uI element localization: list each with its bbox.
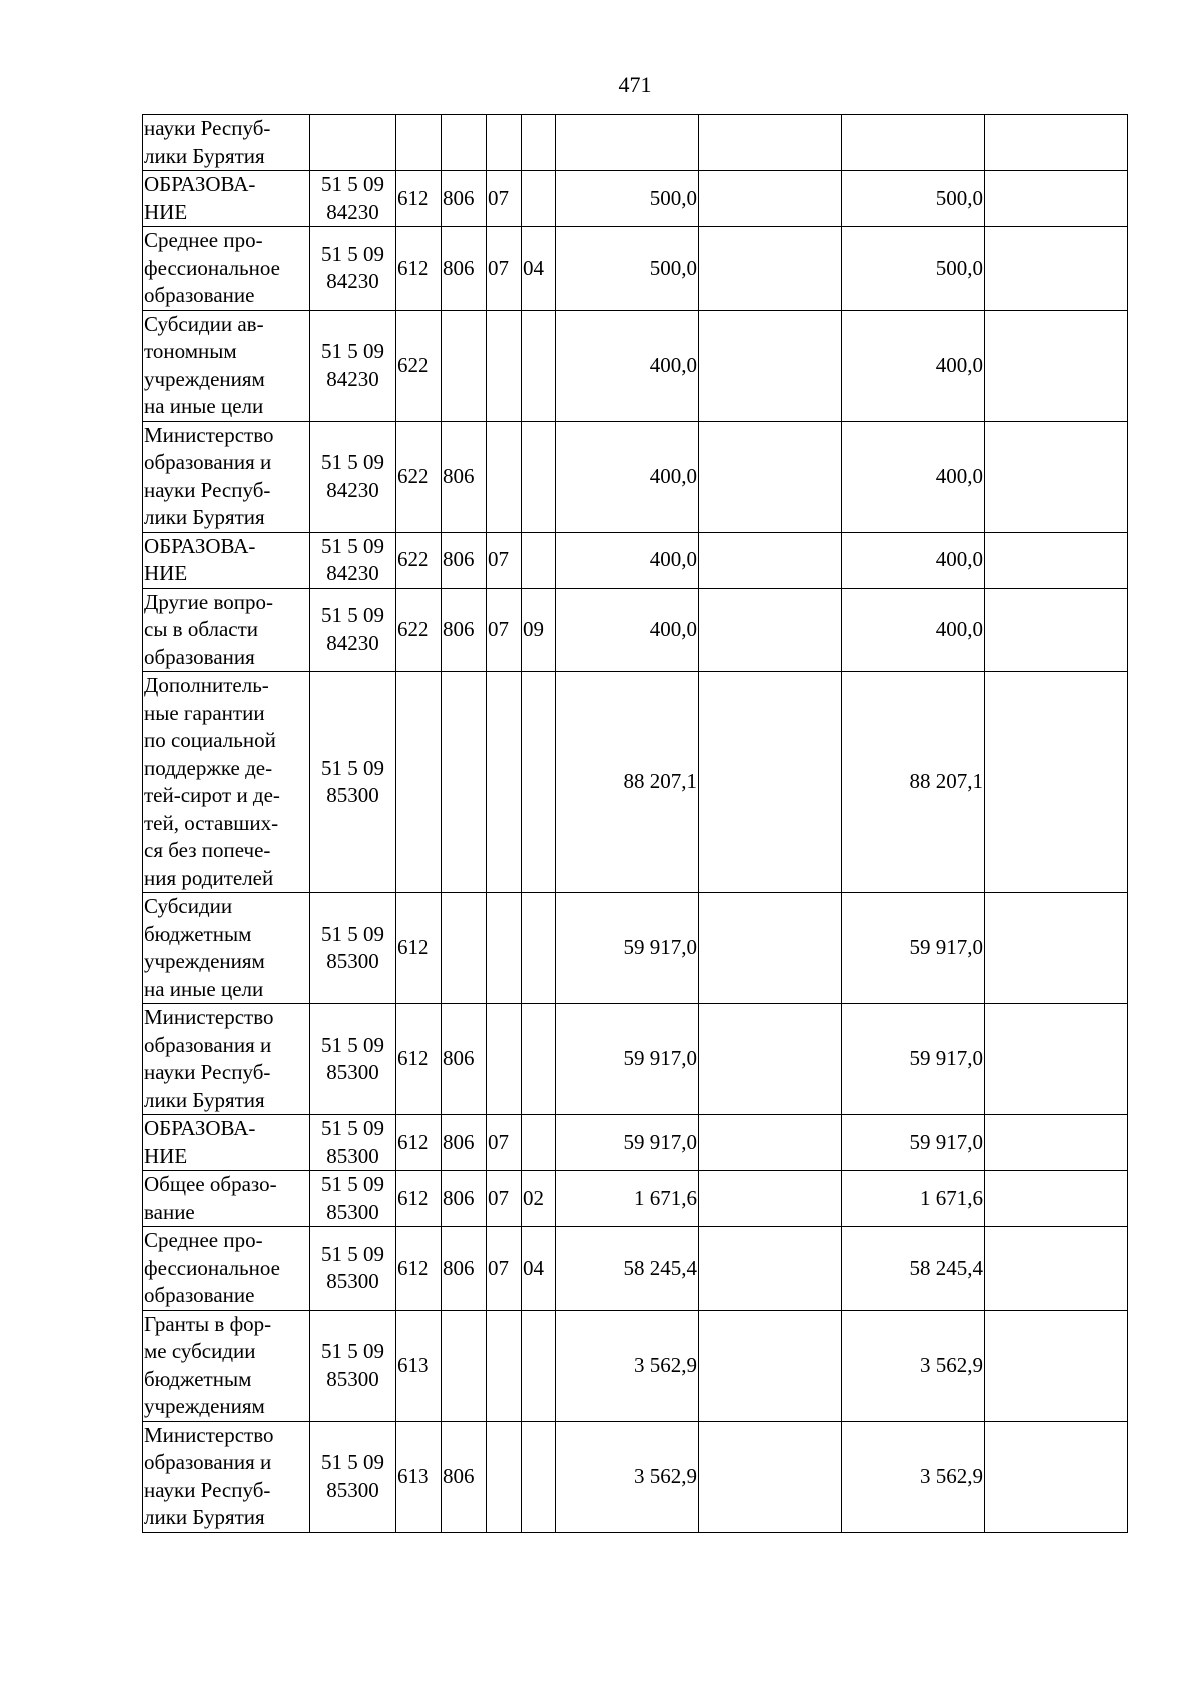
target-article-line: 51 5 09	[321, 755, 384, 780]
target-article-line: 51 5 09	[321, 921, 384, 946]
row-name-line: образования и	[144, 450, 272, 474]
amount-total-cell: 400,0	[556, 532, 699, 588]
amount-column-3-cell: 88 207,1	[842, 672, 985, 893]
amount-column-2-cell	[699, 588, 842, 672]
amount-column-2-cell	[699, 1115, 842, 1171]
page-number: 471	[618, 72, 652, 97]
row-name-line: образования и	[144, 1450, 272, 1474]
row-name-line: на иные цели	[144, 976, 264, 1001]
ministry-code-cell: 806	[442, 1004, 487, 1115]
row-name-line: фессиональное	[144, 1255, 280, 1280]
target-article-line: 51 5 09	[321, 241, 384, 266]
amount-column-4-cell	[985, 672, 1128, 893]
target-article-cell	[310, 1115, 396, 1171]
row-name-line: ся без попече-	[144, 838, 271, 862]
ministry-code-cell: 806	[442, 421, 487, 532]
amount-column-4-cell	[985, 115, 1128, 171]
expense-type-cell: 622	[396, 588, 442, 672]
amount-total-cell: 1 671,6	[556, 1171, 699, 1227]
row-name-line: науки Респуб-	[144, 116, 271, 140]
amount-column-2-cell	[699, 1421, 842, 1532]
ministry-code-cell: 806	[442, 1115, 487, 1171]
amount-column-4-cell	[985, 1421, 1128, 1532]
subsection-cell: 02	[522, 1171, 556, 1227]
section-cell: 07	[487, 1115, 522, 1171]
row-name-line: учреждениям	[144, 366, 265, 391]
table-row	[143, 171, 1128, 227]
amount-column-4-cell	[985, 893, 1128, 1004]
row-name-line: науки Респуб-	[144, 1060, 271, 1084]
target-article-line: 51 5 09	[321, 1116, 384, 1140]
row-name-line: лики Бурятия	[144, 143, 265, 168]
row-name-line: Министерство	[144, 1005, 274, 1029]
table-row	[143, 421, 1128, 532]
row-name-line: лики Бурятия	[144, 1087, 265, 1112]
section-cell	[487, 893, 522, 1004]
row-name-line: бюджетным	[144, 1366, 252, 1391]
amount-column-4-cell	[985, 532, 1128, 588]
ministry-code-cell: 806	[442, 1421, 487, 1532]
target-article-line: 51 5 09	[321, 450, 384, 474]
amount-column-4-cell	[985, 310, 1128, 421]
table-row	[143, 227, 1128, 311]
target-article-line: 84230	[326, 199, 379, 224]
row-name-line: образование	[144, 283, 255, 307]
amount-total-cell: 500,0	[556, 171, 699, 227]
target-article-line: 85300	[326, 949, 379, 973]
amount-column-2-cell	[699, 227, 842, 311]
row-name-line: Субсидии ав-	[144, 311, 264, 336]
amount-column-2-cell	[699, 532, 842, 588]
ministry-code-cell	[442, 1310, 487, 1421]
ministry-code-cell: 806	[442, 1227, 487, 1311]
row-name-line: Субсидии	[144, 894, 233, 918]
amount-total-cell: 59 917,0	[556, 1004, 699, 1115]
row-name-line: бюджетным	[144, 921, 252, 946]
table-row	[143, 672, 1128, 893]
subsection-cell: 09	[522, 588, 556, 672]
row-name-line: НИЕ	[144, 561, 188, 585]
amount-column-4-cell	[985, 1115, 1128, 1171]
target-article-cell	[310, 672, 396, 893]
row-name-cell	[143, 1421, 310, 1532]
table-row	[143, 1115, 1128, 1171]
amount-column-3-cell: 58 245,4	[842, 1227, 985, 1311]
row-name-cell	[143, 1171, 310, 1227]
amount-column-2-cell	[699, 171, 842, 227]
row-name-cell	[143, 1004, 310, 1115]
amount-total-cell: 88 207,1	[556, 672, 699, 893]
target-article-line: 51 5 09	[321, 172, 384, 196]
section-cell: 07	[487, 588, 522, 672]
amount-column-2-cell	[699, 672, 842, 893]
expense-type-cell: 612	[396, 1171, 442, 1227]
amount-column-2-cell	[699, 1227, 842, 1311]
amount-total-cell: 400,0	[556, 421, 699, 532]
amount-column-2-cell	[699, 1310, 842, 1421]
amount-column-3-cell: 500,0	[842, 171, 985, 227]
subsection-cell	[522, 310, 556, 421]
target-article-cell	[310, 421, 396, 532]
ministry-code-cell: 806	[442, 171, 487, 227]
target-article-line: 51 5 09	[321, 533, 384, 558]
row-name-line: ОБРАЗОВА-	[144, 1116, 256, 1140]
subsection-cell	[522, 893, 556, 1004]
expense-type-cell: 612	[396, 227, 442, 311]
amount-total-cell: 58 245,4	[556, 1227, 699, 1311]
ministry-code-cell: 806	[442, 588, 487, 672]
expense-type-cell: 622	[396, 310, 442, 421]
ministry-code-cell: 806	[442, 1171, 487, 1227]
amount-column-4-cell	[985, 588, 1128, 672]
amount-total-cell: 3 562,9	[556, 1310, 699, 1421]
amount-column-3-cell	[842, 115, 985, 171]
table-row	[143, 1004, 1128, 1115]
target-article-line: 51 5 09	[321, 1339, 384, 1363]
amount-column-3-cell: 59 917,0	[842, 1115, 985, 1171]
amount-column-4-cell	[985, 1004, 1128, 1115]
target-article-line: 51 5 09	[321, 1450, 384, 1474]
amount-column-3-cell: 400,0	[842, 532, 985, 588]
table-row	[143, 1310, 1128, 1421]
target-article-line: 85300	[326, 1269, 379, 1294]
table-row	[143, 588, 1128, 672]
amount-total-cell: 59 917,0	[556, 1115, 699, 1171]
amount-column-3-cell: 59 917,0	[842, 893, 985, 1004]
amount-column-4-cell	[985, 1171, 1128, 1227]
target-article-cell	[310, 227, 396, 311]
amount-column-3-cell: 500,0	[842, 227, 985, 311]
amount-column-4-cell	[985, 1310, 1128, 1421]
section-cell	[487, 310, 522, 421]
row-name-line: лики Бурятия	[144, 1505, 265, 1529]
ministry-code-cell	[442, 893, 487, 1004]
subsection-cell: 04	[522, 1227, 556, 1311]
amount-column-4-cell	[985, 227, 1128, 311]
target-article-line: 84230	[326, 269, 379, 294]
subsection-cell	[522, 1115, 556, 1171]
row-name-cell	[143, 893, 310, 1004]
row-name-line: Гранты в фор-	[144, 1311, 272, 1336]
target-article-line: 85300	[326, 1366, 379, 1391]
amount-column-3-cell: 3 562,9	[842, 1421, 985, 1532]
row-name-cell	[143, 588, 310, 672]
row-name-line: НИЕ	[144, 1143, 188, 1168]
row-name-line: учреждениям	[144, 1394, 265, 1418]
expense-type-cell: 612	[396, 171, 442, 227]
amount-column-3-cell: 3 562,9	[842, 1310, 985, 1421]
expense-type-cell: 612	[396, 893, 442, 1004]
target-article-line: 84230	[326, 561, 379, 585]
subsection-cell: 04	[522, 227, 556, 311]
subsection-cell	[522, 115, 556, 171]
target-article-cell	[310, 1004, 396, 1115]
section-cell: 07	[487, 1227, 522, 1311]
amount-column-4-cell	[985, 421, 1128, 532]
row-name-line: по социальной	[144, 728, 276, 752]
section-cell: 07	[487, 532, 522, 588]
ministry-code-cell: 806	[442, 532, 487, 588]
row-name-line: Среднее про-	[144, 1228, 263, 1252]
target-article-line: 85300	[326, 1143, 379, 1168]
row-name-line: Министерство	[144, 1422, 274, 1447]
target-article-line: 51 5 09	[321, 1241, 384, 1266]
table-row	[143, 1171, 1128, 1227]
row-name-line: науки Респуб-	[144, 1477, 271, 1502]
amount-total-cell: 3 562,9	[556, 1421, 699, 1532]
amount-column-4-cell	[985, 1227, 1128, 1311]
section-cell	[487, 115, 522, 171]
amount-column-3-cell: 59 917,0	[842, 1004, 985, 1115]
target-article-cell	[310, 532, 396, 588]
row-name-line: ния родителей	[144, 865, 274, 890]
row-name-line: Дополнитель-	[144, 673, 269, 697]
row-name-line: вание	[144, 1199, 195, 1224]
row-name-line: Другие вопро-	[144, 589, 273, 614]
row-name-line: поддержке де-	[144, 755, 273, 780]
target-article-cell	[310, 171, 396, 227]
amount-total-cell: 500,0	[556, 227, 699, 311]
section-cell: 07	[487, 1171, 522, 1227]
table-row	[143, 532, 1128, 588]
target-article-line: 85300	[326, 1199, 379, 1224]
subsection-cell	[522, 1421, 556, 1532]
row-name-line: образование	[144, 1283, 255, 1307]
ministry-code-cell	[442, 672, 487, 893]
row-name-cell	[143, 532, 310, 588]
amount-column-2-cell	[699, 115, 842, 171]
row-name-cell	[143, 421, 310, 532]
section-cell	[487, 1004, 522, 1115]
table-row	[143, 1421, 1128, 1532]
amount-total-cell	[556, 115, 699, 171]
ministry-code-cell	[442, 115, 487, 171]
table-row	[143, 115, 1128, 171]
target-article-line: 84230	[326, 366, 379, 391]
subsection-cell	[522, 171, 556, 227]
row-name-line: науки Респуб-	[144, 477, 271, 502]
subsection-cell	[522, 672, 556, 893]
expense-type-cell: 613	[396, 1421, 442, 1532]
expense-type-cell: 622	[396, 532, 442, 588]
amount-total-cell: 400,0	[556, 310, 699, 421]
row-name-cell	[143, 115, 310, 171]
subsection-cell	[522, 1310, 556, 1421]
row-name-cell	[143, 1115, 310, 1171]
row-name-cell	[143, 227, 310, 311]
ministry-code-cell	[442, 310, 487, 421]
row-name-line: НИЕ	[144, 199, 188, 224]
amount-column-3-cell: 400,0	[842, 588, 985, 672]
row-name-line: лики Бурятия	[144, 505, 265, 529]
section-cell: 07	[487, 171, 522, 227]
row-name-line: ме субсидии	[144, 1339, 256, 1363]
section-cell: 07	[487, 227, 522, 311]
expense-type-cell	[396, 672, 442, 893]
table-row	[143, 893, 1128, 1004]
amount-column-2-cell	[699, 893, 842, 1004]
row-name-line: тей, оставших-	[144, 810, 279, 835]
target-article-cell	[310, 1227, 396, 1311]
row-name-line: тей-сирот и де-	[144, 783, 280, 807]
amount-column-3-cell: 400,0	[842, 310, 985, 421]
budget-table	[142, 114, 1128, 1533]
subsection-cell	[522, 421, 556, 532]
expense-type-cell: 612	[396, 1004, 442, 1115]
target-article-cell	[310, 310, 396, 421]
section-cell	[487, 1421, 522, 1532]
row-name-cell	[143, 171, 310, 227]
target-article-line: 51 5 09	[321, 1172, 384, 1196]
target-article-cell	[310, 115, 396, 171]
amount-column-3-cell: 400,0	[842, 421, 985, 532]
amount-column-2-cell	[699, 1171, 842, 1227]
amount-column-2-cell	[699, 310, 842, 421]
row-name-line: Министерство	[144, 422, 274, 447]
target-article-line: 85300	[326, 1060, 379, 1084]
subsection-cell	[522, 1004, 556, 1115]
row-name-line: сы в области	[144, 617, 259, 641]
table-row	[143, 310, 1128, 421]
target-article-line: 85300	[326, 783, 379, 807]
amount-total-cell: 400,0	[556, 588, 699, 672]
target-article-line: 84230	[326, 630, 379, 655]
row-name-line: ОБРАЗОВА-	[144, 172, 256, 196]
row-name-line: учреждениям	[144, 949, 265, 973]
amount-total-cell: 59 917,0	[556, 893, 699, 1004]
expense-type-cell: 613	[396, 1310, 442, 1421]
target-article-line: 51 5 09	[321, 339, 384, 363]
row-name-cell	[143, 1310, 310, 1421]
section-cell	[487, 421, 522, 532]
section-cell	[487, 672, 522, 893]
expense-type-cell: 612	[396, 1227, 442, 1311]
target-article-cell	[310, 893, 396, 1004]
amount-column-3-cell: 1 671,6	[842, 1171, 985, 1227]
row-name-line: фессиональное	[144, 255, 280, 280]
target-article-line: 84230	[326, 477, 379, 502]
target-article-cell	[310, 1171, 396, 1227]
target-article-cell	[310, 1421, 396, 1532]
amount-column-2-cell	[699, 421, 842, 532]
row-name-cell	[143, 672, 310, 893]
section-cell	[487, 1310, 522, 1421]
row-name-line: образования и	[144, 1032, 272, 1057]
row-name-line: на иные цели	[144, 394, 264, 418]
target-article-line: 51 5 09	[321, 1032, 384, 1057]
expense-type-cell	[396, 115, 442, 171]
target-article-line: 51 5 09	[321, 603, 384, 628]
row-name-line: ные гарантии	[144, 700, 265, 725]
row-name-cell	[143, 1227, 310, 1311]
row-name-line: Общее образо-	[144, 1172, 277, 1196]
amount-column-2-cell	[699, 1004, 842, 1115]
row-name-line: ОБРАЗОВА-	[144, 533, 256, 558]
row-name-line: Среднее про-	[144, 228, 263, 252]
subsection-cell	[522, 532, 556, 588]
row-name-cell	[143, 310, 310, 421]
row-name-line: тономным	[144, 339, 237, 363]
amount-column-4-cell	[985, 171, 1128, 227]
expense-type-cell: 612	[396, 1115, 442, 1171]
row-name-line: образования	[144, 644, 255, 669]
target-article-cell	[310, 1310, 396, 1421]
target-article-cell	[310, 588, 396, 672]
ministry-code-cell: 806	[442, 227, 487, 311]
expense-type-cell: 622	[396, 421, 442, 532]
target-article-line: 85300	[326, 1477, 379, 1502]
table-row	[143, 1227, 1128, 1311]
